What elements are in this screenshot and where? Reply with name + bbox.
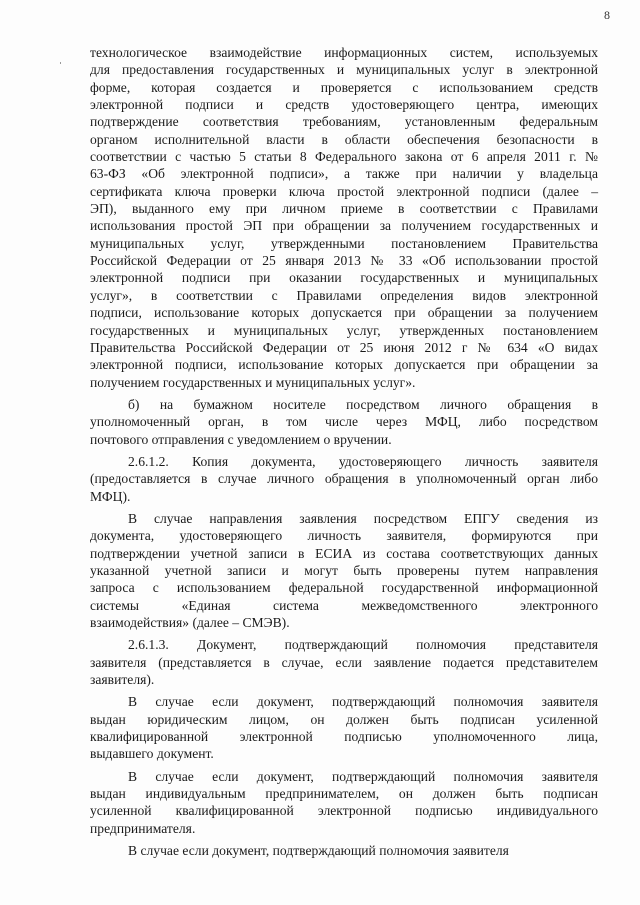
text-line: заявителя).: [90, 672, 155, 688]
text-line: для предоставления государственных и муниципальных услуг в электронной: [90, 62, 598, 78]
text-line: услуг», в соответствии с Правилами определения видов электронной: [90, 287, 598, 303]
text-line: Российской Федерации от 25 января 2013 № 33 «Об использовании простой: [90, 253, 598, 269]
text-line: электронной подписи и средств удостоверяющего центра, имеющих: [90, 97, 598, 113]
text-line: указанной учетной записи и могут быть проверены путем направления: [90, 562, 598, 578]
text-line: электронной подписи, использование которых допускается при обращении за: [90, 357, 598, 373]
text-line: получением государственных и муниципальных услуг».: [90, 374, 416, 390]
text-line: 63-ФЗ «Об электронной подписи», а также при наличии у владельца: [90, 166, 598, 182]
text-line: выдан индивидуальным предпринимателем, он должен быть подписан: [90, 786, 598, 802]
paragraph: [90, 693, 598, 762]
document-body: [90, 44, 598, 864]
scan-speck: [60, 62, 61, 64]
text-line: государственных и муниципальных услуг, утвержденных постановлением: [90, 322, 598, 338]
text-line: б) на бумажном носителе посредством личного обращения в: [128, 396, 598, 412]
paragraph: [90, 510, 598, 631]
paragraph: [90, 44, 598, 391]
paragraph: [90, 842, 598, 859]
text-line: подтверждении учетной записи в ЕСИА из состава соответствующих данных: [90, 545, 598, 561]
text-line: документа, удостоверяющего личность заявителя, формируются при: [90, 528, 598, 544]
text-line: выдавшего документ.: [90, 746, 214, 762]
paragraph: [90, 636, 598, 688]
paragraph: [90, 396, 598, 448]
text-line: муниципальных услуг, утвержденными постановлением Правительства: [90, 235, 598, 251]
text-line: подписи, использование которых допускается при обращении за получением: [90, 305, 598, 321]
text-line: заявителя (представляется в случае, если заявление подается представителем: [90, 654, 598, 670]
text-line: соответствии с частью 5 статьи 8 Федерального закона от 6 апреля 2011 г. №: [90, 149, 598, 165]
text-line: 2.6.1.3. Документ, подтверждающий полномочия представителя: [128, 637, 598, 653]
text-line: технологическое взаимодействие информационных систем, используемых: [90, 45, 598, 60]
text-line: Правительства Российской Федерации от 25 июня 2012 г № 634 «О видах: [90, 339, 598, 355]
text-line: системы «Единая система межведомственного электронного: [90, 597, 598, 613]
text-line: 2.6.1.2. Копия документа, удостоверяющего личность заявителя: [128, 453, 598, 469]
text-line: выдан юридическим лицом, он должен быть подписан усиленной: [90, 711, 598, 727]
text-line: ЭП), выданного ему при личном приеме в соответствии с Правилами: [90, 201, 598, 217]
text-line: органом исполнительной власти в области обеспечения безопасности в: [90, 131, 598, 147]
text-line: уполномоченный орган, в том числе через МФЦ, либо посредством: [90, 414, 598, 430]
text-line: усиленной квалифицированной электронной подписью индивидуального: [90, 803, 598, 819]
text-line: В случае если документ, подтверждающий полномочия заявителя: [128, 843, 509, 859]
paragraph: [90, 768, 598, 837]
text-line: В случае направления заявления посредством ЕПГУ сведения из: [128, 510, 598, 526]
text-line: В случае если документ, подтверждающий полномочия заявителя: [128, 768, 598, 784]
text-line: взаимодействия» (далее – СМЭВ).: [90, 615, 290, 630]
text-line: форме, которая создается и проверяется с использованием средств: [90, 79, 598, 95]
text-line: квалифицированной электронной подписью уполномоченного лица,: [90, 729, 598, 745]
text-line: сертификата ключа проверки ключа простой электронной подписи (далее –: [90, 183, 598, 199]
text-line: МФЦ).: [90, 488, 131, 504]
text-line: (предоставляется в случае личного обращения в уполномоченный орган либо: [90, 471, 598, 487]
paragraph: [90, 453, 598, 505]
text-line: использования простой ЭП при обращении за получением государственных и: [90, 218, 598, 234]
text-line: почтового отправления с уведомлением о вручении.: [90, 431, 392, 447]
text-line: В случае если документ, подтверждающий полномочия заявителя: [128, 694, 598, 710]
text-line: подтверждение соответствия требованиям, установленным федеральным: [90, 114, 598, 130]
text-line: запроса с использованием федеральной государственной информационной: [90, 580, 598, 596]
page-number: 8: [604, 8, 610, 22]
text-line: предпринимателя.: [90, 820, 196, 836]
text-line: электронной подписи при оказании государственных и муниципальных: [90, 270, 598, 286]
